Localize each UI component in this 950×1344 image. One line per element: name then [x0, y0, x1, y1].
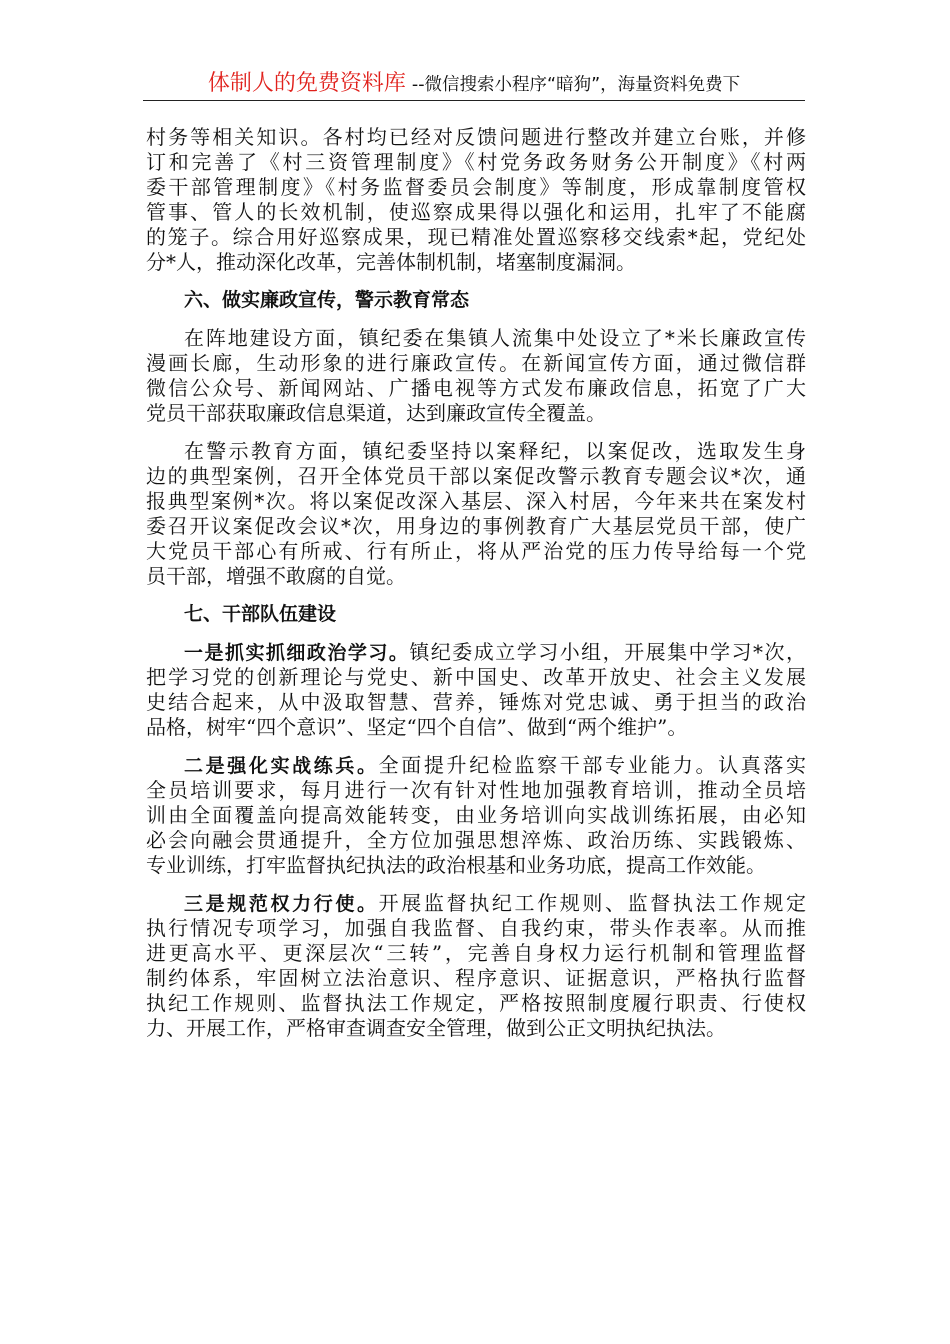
section-heading [146, 288, 806, 313]
text-line: 在阵地建设方面，镇纪委在集镇人流集中处设立了*米长廉政宣传 [184, 326, 806, 350]
text-line: 七、干部队伍建设 [184, 603, 337, 625]
bold-lead: 二是强化实战练兵。 [184, 755, 379, 777]
paragraph [146, 439, 806, 589]
text-line: 必会向融会贯通提升，全方位加强思想淬炼、政治历练、实践锻炼、 [146, 828, 806, 852]
text-line: 党员干部获取廉政信息渠道，达到廉政宣传全覆盖。 [146, 401, 606, 425]
text-line: 委召开议案促改会议*次，用身边的事例教育广大基层党员干部，使广 [146, 514, 806, 538]
page-header [143, 66, 805, 101]
text-line: 报典型案例*次。将以案促改深入基层、深入村居，今年来共在案发村 [146, 489, 806, 513]
text-line: 的笼子。综合用好巡察成果，现已精准处置巡察移交线索*起，党纪处 [146, 225, 806, 249]
text-line: 训由全面覆盖向提高效能转变，由业务培训向实战训练拓展，由必知 [146, 803, 806, 827]
header-brand: 体制人的免费资料库 [207, 71, 406, 96]
line-text: 开展监督执纪工作规则、监督执法工作规定 [378, 891, 806, 915]
paragraph [146, 640, 806, 740]
text-line: 大党员干部心有所戒、行有所止，将从严治党的压力传导给每一个党 [146, 539, 806, 563]
text-line [146, 640, 806, 665]
document-body [146, 125, 806, 1041]
paragraph [146, 891, 806, 1041]
text-line: 村务等相关知识。各村均已经对反馈问题进行整改并建立台账，并修 [146, 125, 806, 149]
line-text: 全面提升纪检监察干部专业能力。认真落实 [378, 753, 806, 777]
text-line: 把学习党的创新理论与党史、新中国史、改革开放史、社会主义发展 [146, 665, 806, 689]
text-line: 漫画长廊，生动形象的进行廉政宣传。在新闻宣传方面，通过微信群 [146, 351, 806, 375]
text-line: 进更高水平、更深层次“三转”，完善自身权力运行机制和管理监督 [146, 941, 806, 965]
paragraph [146, 125, 806, 275]
bold-lead: 一是抓实抓细政治学习。 [184, 642, 410, 664]
text-line: 微信公众号、新闻网站、广播电视等方式发布廉政信息，拓宽了广大 [146, 376, 806, 400]
text-line: 力、开展工作，严格审查调查安全管理，做到公正文明执纪执法。 [146, 1016, 726, 1040]
line-text: 镇纪委成立学习小组，开展集中学习*次， [409, 640, 806, 664]
text-line: 执行情况专项学习，加强自我监督、自我约束，带头作表率。从而推 [146, 916, 806, 940]
text-line: 六、做实廉政宣传，警示教育常态 [184, 289, 470, 311]
text-line: 在警示教育方面，镇纪委坚持以案释纪，以案促改，选取发生身 [184, 439, 806, 463]
section-heading [146, 602, 806, 627]
text-line: 专业训练，打牢监督执纪执法的政治根基和业务功底，提高工作效能。 [146, 853, 766, 877]
text-line: 制约体系，牢固树立法治意识、程序意识、证据意识，严格执行监督 [146, 966, 806, 990]
text-line: 品格，树牢“四个意识”、坚定“四个自信”、做到“两个维护”。 [146, 715, 688, 739]
text-line: 全员培训要求，每月进行一次有针对性地加强教育培训，推动全员培 [146, 778, 806, 802]
text-line: 执纪工作规则、监督执法工作规定，严格按照制度履行职责、行使权 [146, 991, 806, 1015]
text-line: 员干部，增强不敢腐的自觉。 [146, 564, 406, 588]
paragraph [146, 326, 806, 426]
bold-lead: 三是规范权力行使。 [184, 893, 379, 915]
text-line: 史结合起来，从中汲取智慧、营养，锤炼对党忠诚、勇于担当的政治 [146, 690, 806, 714]
text-line: 订和完善了《村三资管理制度》《村党务政务财务公开制度》《村两 [146, 150, 806, 174]
text-line: 管事、管人的长效机制，使巡察成果得以强化和运用，扎牢了不能腐 [146, 200, 806, 224]
text-line [146, 891, 806, 916]
text-line: 分*人，推动深化改革，完善体制机制，堵塞制度漏洞。 [146, 250, 636, 274]
text-line: 委干部管理制度》《村务监督委员会制度》等制度，形成靠制度管权 [146, 175, 806, 199]
paragraph [146, 753, 806, 878]
header-slogan: --微信搜索小程序“暗狗”，海量资料免费下 [411, 75, 741, 95]
text-line: 边的典型案例，召开全体党员干部以案促改警示教育专题会议*次，通 [146, 464, 806, 488]
text-line [146, 753, 806, 778]
